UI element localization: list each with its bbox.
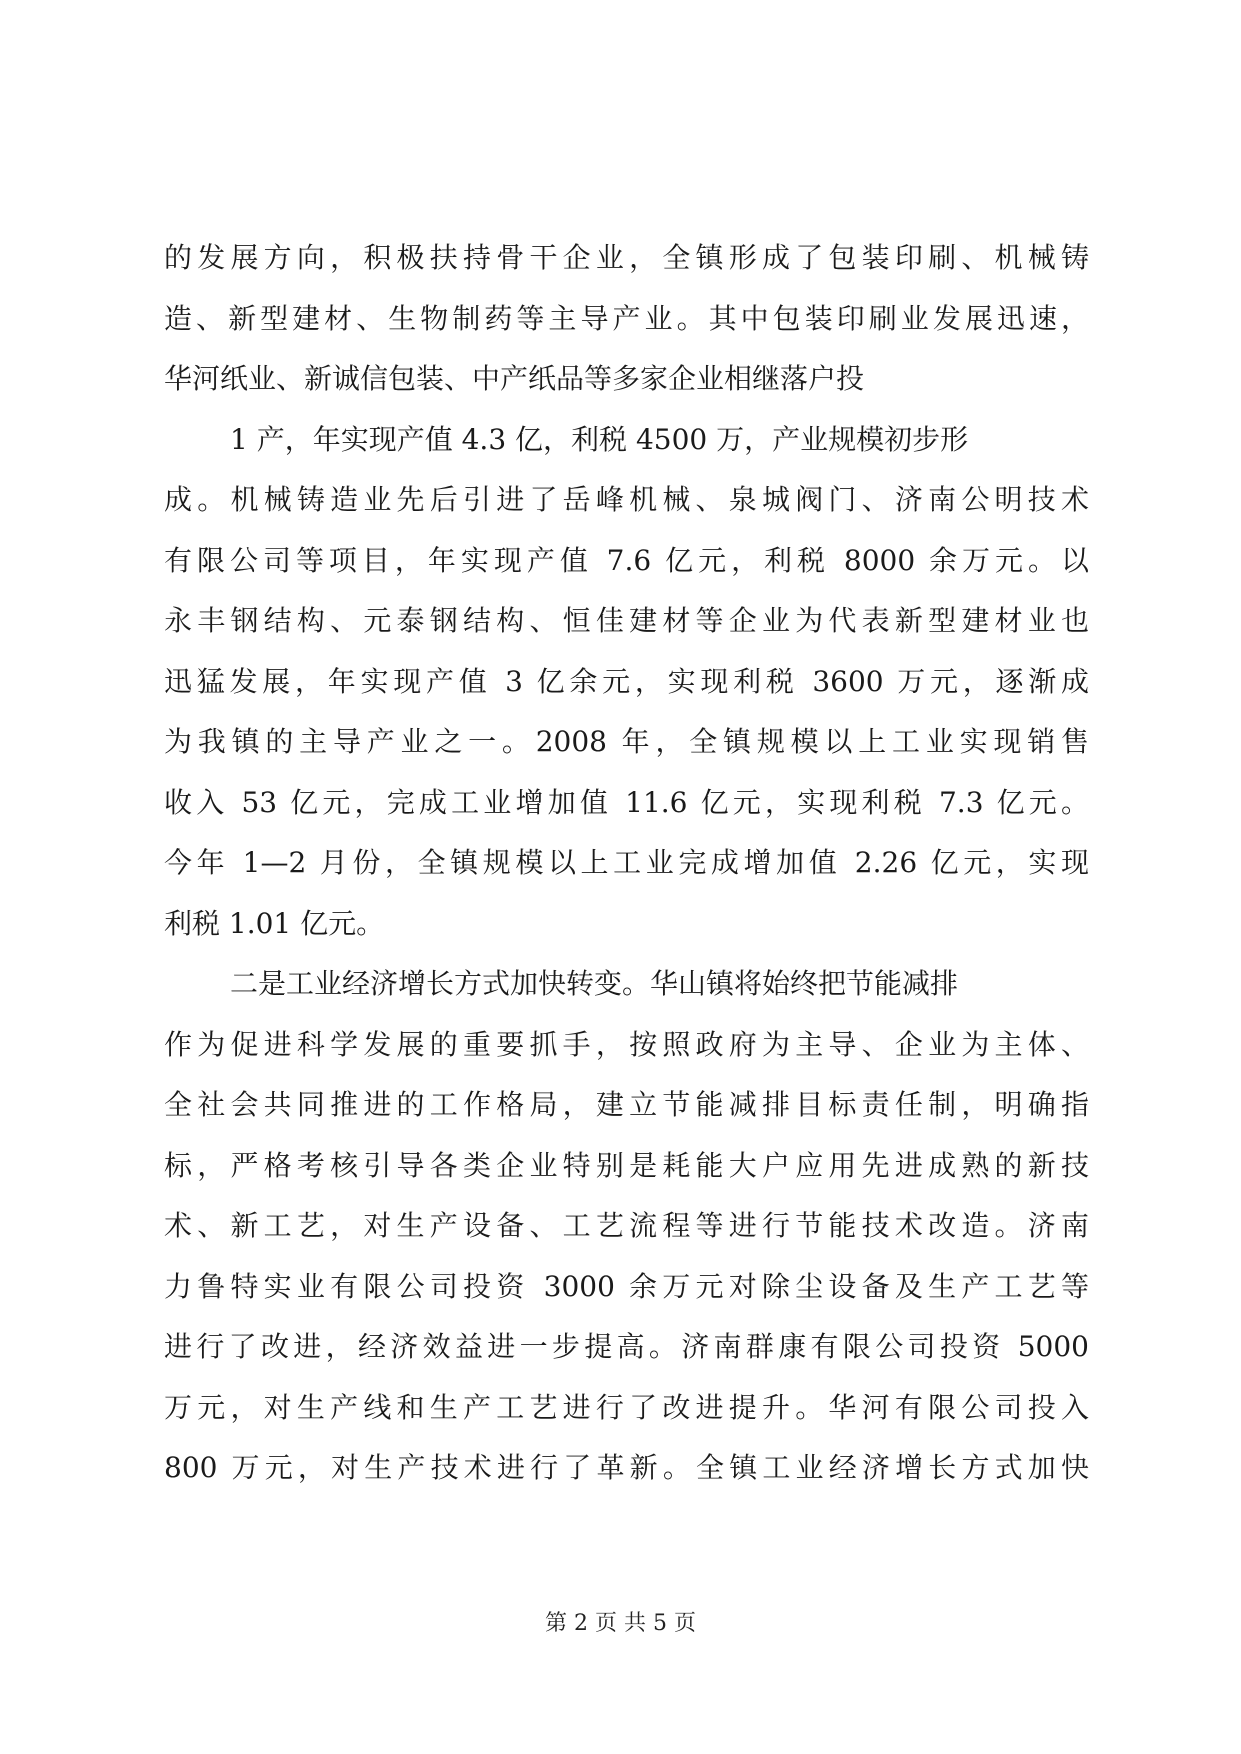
paragraph-start-line: 二是工业经济增长方式加快转变。华山镇将始终把节能减排 — [230, 967, 959, 1000]
text-line: 造、新型建材、生物制药等主导产业。其中包装印刷业发展迅速， — [164, 301, 1089, 335]
text-line: 的发展方向，积极扶持骨干企业，全镇形成了包装印刷、机械铸 — [164, 241, 1089, 274]
body-text — [164, 228, 1089, 1499]
text-line: 为我镇的主导产业之一。2008 年，全镇规模以上工业实现销售 — [164, 725, 1089, 758]
text-line: 力鲁特实业有限公司投资 3000 余万元对除尘设备及生产工艺等 — [164, 1269, 1089, 1303]
text-line: 华河纸业、新诚信包装、中产纸品等多家企业相继落户投 — [164, 362, 865, 395]
text-line: 今年 1—2 月份，全镇规模以上工业完成增加值 2.26 亿元，实现 — [164, 846, 1089, 879]
page-number-footer: 第 2 页 共 5 页 — [545, 1611, 696, 1636]
text-line: 标，严格考核引导各类企业特别是耗能大户应用先进成熟的新技 — [164, 1148, 1089, 1182]
text-line: 成。机械铸造业先后引进了岳峰机械、泉城阀门、济南公明技术 — [164, 483, 1089, 516]
text-line: 进行了改进，经济效益进一步提高。济南群康有限公司投资 5000 — [164, 1330, 1089, 1363]
text-line: 有限公司等项目，年实现产值 7.6 亿元，利税 8000 余万元。以 — [164, 543, 1089, 577]
text-line: 万元，对生产线和生产工艺进行了改进提升。华河有限公司投入 — [164, 1390, 1089, 1424]
text-line: 迅猛发展，年实现产值 3 亿余元，实现利税 3600 万元，逐渐成 — [164, 664, 1089, 698]
text-line: 作为促进科学发展的重要抓手，按照政府为主导、企业为主体、 — [164, 1027, 1089, 1061]
text-line: 收入 53 亿元，完成工业增加值 11.6 亿元，实现利税 7.3 亿元。 — [164, 785, 1089, 819]
paragraph-start-line: 1 产，年实现产值 4.3 亿，利税 4500 万，产业规模初步形 — [230, 422, 969, 456]
text-line: 全社会共同推进的工作格局，建立节能减排目标责任制，明确指 — [164, 1088, 1089, 1121]
text-line: 术、新工艺，对生产设备、工艺流程等进行节能技术改造。济南 — [164, 1209, 1089, 1242]
text-line: 永丰钢结构、元泰钢结构、恒佳建材等企业为代表新型建材业也 — [164, 604, 1089, 637]
text-line: 800 万元，对生产技术进行了革新。全镇工业经济增长方式加快 — [164, 1451, 1089, 1484]
text-line: 利税 1.01 亿元。 — [164, 906, 385, 940]
